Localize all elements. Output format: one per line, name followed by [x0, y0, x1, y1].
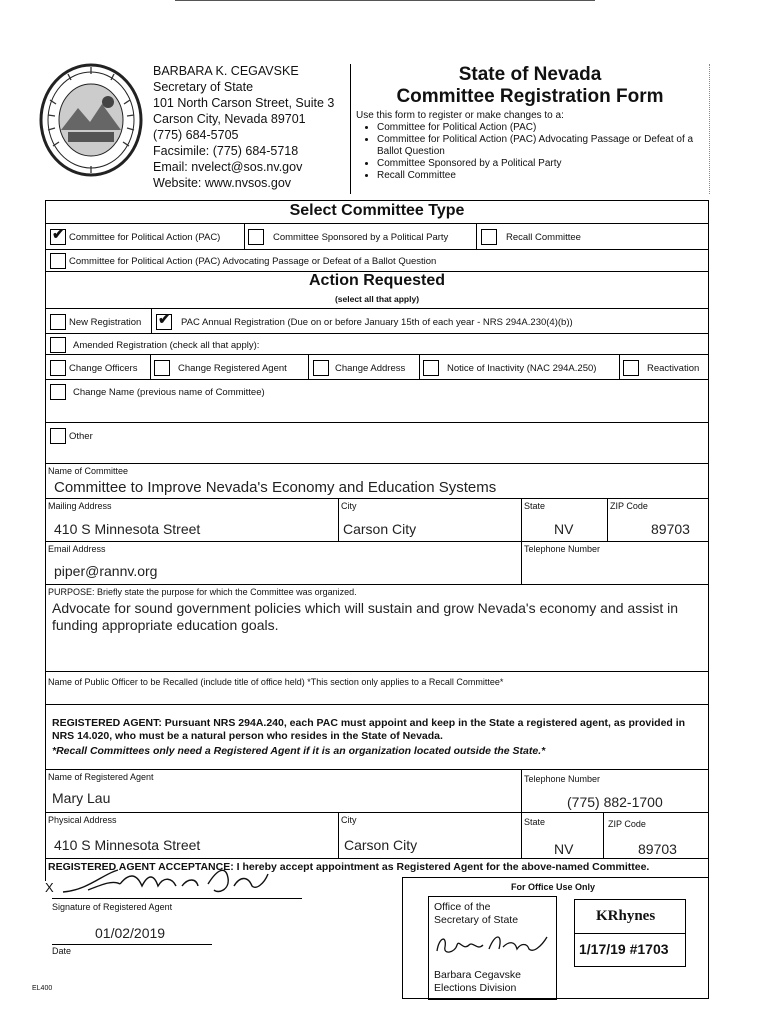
mailing-row [46, 499, 708, 542]
signature-x-mark: X [45, 880, 54, 895]
action-row-change-name [46, 380, 708, 423]
ballot-checkbox[interactable] [50, 253, 66, 269]
form-usage-list [359, 122, 707, 182]
office-processing-box [574, 899, 686, 967]
purpose-label: PURPOSE: Briefly state the purpose for which the Committee was organized. [48, 587, 357, 597]
received-stamp [428, 896, 557, 1000]
agent-notice: REGISTERED AGENT: Pursuant NRS 294A.240, each PAC must appoint and keep in the State a registered agent, as provided in NRS 14.020, who must be a natural person who resides in the State of Nevada. [52, 717, 686, 742]
divider [607, 499, 608, 541]
mailing-city-label: City [341, 501, 357, 511]
committee-type-title: Select Committee Type [289, 202, 465, 219]
divider [151, 309, 152, 333]
agent-zip-value[interactable]: 89703 [638, 841, 677, 857]
change-agent-option[interactable] [154, 360, 287, 376]
mailing-state-value[interactable]: NV [554, 521, 574, 537]
email-label: Email Address [48, 544, 106, 554]
inactivity-option[interactable] [423, 360, 596, 376]
pac-label: Committee for Political Action (PAC) [69, 231, 221, 243]
date-label: Date [52, 946, 72, 956]
agent-state-value[interactable]: NV [554, 841, 574, 857]
agent-phone-label: Telephone Number [524, 774, 601, 784]
agent-acceptance: REGISTERED AGENT ACCEPTANCE: I hereby accept appointment as Registered Agent for the above-named Committee. [48, 861, 650, 873]
divider [338, 813, 339, 858]
change-name-option[interactable] [50, 384, 265, 400]
purpose-row [46, 585, 708, 672]
form-title: Committee Registration Form [396, 86, 664, 107]
pac-checkbox[interactable] [50, 229, 66, 245]
email-row [46, 542, 708, 585]
divider [244, 224, 245, 249]
processing-date-number: 1/17/19 #1703 [579, 941, 669, 957]
divider [521, 499, 522, 541]
action-title: Action Requested [308, 272, 445, 289]
secretary-contact-block [153, 63, 334, 191]
agent-name-value[interactable]: Mary Lau [52, 790, 111, 806]
agent-city-label: City [341, 815, 357, 825]
processing-divider [575, 933, 685, 934]
agent-notice-row [46, 705, 708, 770]
stamp-signature-image [433, 929, 551, 959]
agent-name-row [46, 770, 708, 813]
action-row-amended [46, 334, 708, 355]
pac-option[interactable] [50, 229, 220, 245]
annual-registration-checkbox[interactable] [156, 314, 172, 330]
committee-type-header [46, 201, 708, 224]
office-website[interactable]: Website: www.nvsos.gov [153, 176, 292, 190]
usage-item: • Committee for Political Action (PAC) [377, 122, 707, 134]
amended-option[interactable] [50, 337, 259, 353]
action-subtitle: (select all that apply) [334, 294, 420, 304]
amended-checkbox[interactable] [50, 337, 66, 353]
office-phone: (775) 684-5705 [153, 128, 239, 142]
agent-city-value[interactable]: Carson City [344, 837, 418, 853]
stamp-name: Barbara Cegavske [434, 969, 521, 981]
recall-officer-label: Name of Public Officer to be Recalled (include title of office held) *This section only applies to a Recall Committee* [48, 677, 504, 687]
usage-item: • Committee Sponsored by a Political Party [377, 158, 707, 170]
agent-notice-italic: *Recall Committees only need a Registered Agent if it is an organization located outside the State.* [52, 745, 546, 757]
change-address-checkbox[interactable] [313, 360, 329, 376]
divider [338, 499, 339, 541]
nevada-state-seal-icon [38, 60, 144, 180]
other-label: Other [69, 430, 93, 442]
phone-label: Telephone Number [524, 544, 601, 554]
mailing-address-label: Mailing Address [48, 501, 112, 511]
officer-name: BARBARA K. CEGAVSKE [153, 64, 299, 78]
change-agent-checkbox[interactable] [154, 360, 170, 376]
recall-label: Recall Committee [506, 231, 581, 243]
party-label: Committee Sponsored by a Political Party [273, 231, 449, 243]
action-row-other [46, 423, 708, 464]
change-agent-label: Change Registered Agent [178, 362, 287, 374]
agent-address-label: Physical Address [48, 815, 117, 825]
change-name-checkbox[interactable] [50, 384, 66, 400]
inactivity-checkbox[interactable] [423, 360, 439, 376]
divider [521, 770, 522, 812]
ballot-label: Committee for Political Action (PAC) Advocating Passage or Defeat of a Ballot Question [69, 255, 437, 267]
committee-name-row [46, 464, 708, 499]
divider [150, 355, 151, 379]
other-checkbox[interactable] [50, 428, 66, 444]
recall-officer-row [46, 672, 708, 705]
mailing-zip-value[interactable]: 89703 [651, 521, 690, 537]
registration-form [45, 200, 709, 881]
new-registration-label: New Registration [69, 316, 142, 328]
annual-registration-label: PAC Annual Registration (Due on or before January 15th of each year - NRS 294A.230(4)(b)) [181, 316, 573, 328]
annual-registration-option[interactable] [156, 314, 573, 330]
office-email[interactable]: Email: nvelect@sos.nv.gov [153, 160, 303, 174]
change-address-option[interactable] [313, 360, 405, 376]
recall-option[interactable] [481, 229, 581, 245]
change-officers-option[interactable] [50, 360, 137, 376]
amended-label: Amended Registration (check all that apply): [73, 339, 260, 351]
agent-address-row [46, 813, 708, 859]
usage-item: • Recall Committee [377, 170, 707, 182]
stamp-division: Elections Division [434, 982, 517, 994]
email-value[interactable]: piper@rannv.org [54, 563, 158, 579]
processor-initials: KRhynes [596, 908, 656, 924]
committee-name-value[interactable]: Committee to Improve Nevada's Economy and Education Systems [54, 479, 497, 496]
divider [603, 813, 604, 858]
agent-address-value[interactable]: 410 S Minnesota Street [54, 837, 201, 853]
top-rule [175, 0, 595, 1]
committee-type-row-1 [46, 224, 708, 250]
form-usage-intro: Use this form to register or make changes to a: [356, 110, 564, 121]
new-registration-checkbox[interactable] [50, 314, 66, 330]
signature-date-value[interactable]: 01/02/2019 [95, 925, 166, 941]
reactivation-label: Reactivation [647, 362, 700, 374]
reactivation-checkbox[interactable] [623, 360, 639, 376]
divider [521, 813, 522, 858]
change-officers-label: Change Officers [69, 362, 138, 374]
recall-checkbox[interactable] [481, 229, 497, 245]
divider [419, 355, 420, 379]
change-address-label: Change Address [335, 362, 406, 374]
signature-line [52, 898, 302, 899]
party-option[interactable] [248, 229, 448, 245]
divider [308, 355, 309, 379]
committee-type-row-2 [46, 250, 708, 272]
office-fax: Facsimile: (775) 684-5718 [153, 144, 299, 158]
signature-label: Signature of Registered Agent [52, 902, 173, 912]
divider [476, 224, 477, 249]
ballot-option[interactable] [50, 253, 436, 269]
agent-zip-label: ZIP Code [608, 819, 646, 829]
action-header [46, 272, 708, 309]
date-line [52, 944, 212, 945]
inactivity-label: Notice of Inactivity (NAC 294A.250) [447, 362, 597, 374]
officer-title: Secretary of State [153, 80, 254, 94]
usage-item: • Committee for Political Action (PAC) Advocating Passage or Defeat of a Ballot Question [377, 134, 707, 158]
reactivation-option[interactable] [623, 360, 699, 376]
divider [619, 355, 620, 379]
agent-phone-value[interactable]: (775) 882-1700 [567, 794, 663, 810]
mailing-state-label: State [524, 501, 546, 511]
divider [521, 542, 522, 584]
address-line-2: Carson City, Nevada 89701 [153, 112, 306, 126]
change-officers-checkbox[interactable] [50, 360, 66, 376]
action-row-changes [46, 355, 708, 380]
form-state: State of Nevada [458, 64, 602, 85]
change-name-label: Change Name (previous name of Committee) [73, 386, 265, 398]
agent-signature-image[interactable] [58, 860, 298, 902]
form-code: EL400 [32, 985, 53, 992]
agent-name-label: Name of Registered Agent [48, 772, 154, 782]
committee-name-label: Name of Committee [48, 466, 129, 476]
stamp-line-2: Secretary of State [434, 914, 519, 926]
action-row-registration [46, 309, 708, 334]
mailing-city-value[interactable]: Carson City [343, 521, 417, 537]
mailing-zip-label: ZIP Code [610, 501, 648, 511]
stamp-line-1: Office of the [434, 901, 491, 913]
address-line-1: 101 North Carson Street, Suite 3 [153, 96, 335, 110]
other-option[interactable] [50, 428, 93, 444]
purpose-value[interactable]: Advocate for sound government policies which will sustain and grow Nevada's economy and assist in funding appropriate education goals. [52, 600, 679, 633]
party-checkbox[interactable] [248, 229, 264, 245]
form-title-block [350, 64, 710, 194]
new-registration-option[interactable] [50, 314, 141, 330]
agent-state-label: State [524, 817, 546, 827]
mailing-address-value[interactable]: 410 S Minnesota Street [54, 521, 201, 537]
office-use-title: For Office Use Only [511, 882, 596, 892]
